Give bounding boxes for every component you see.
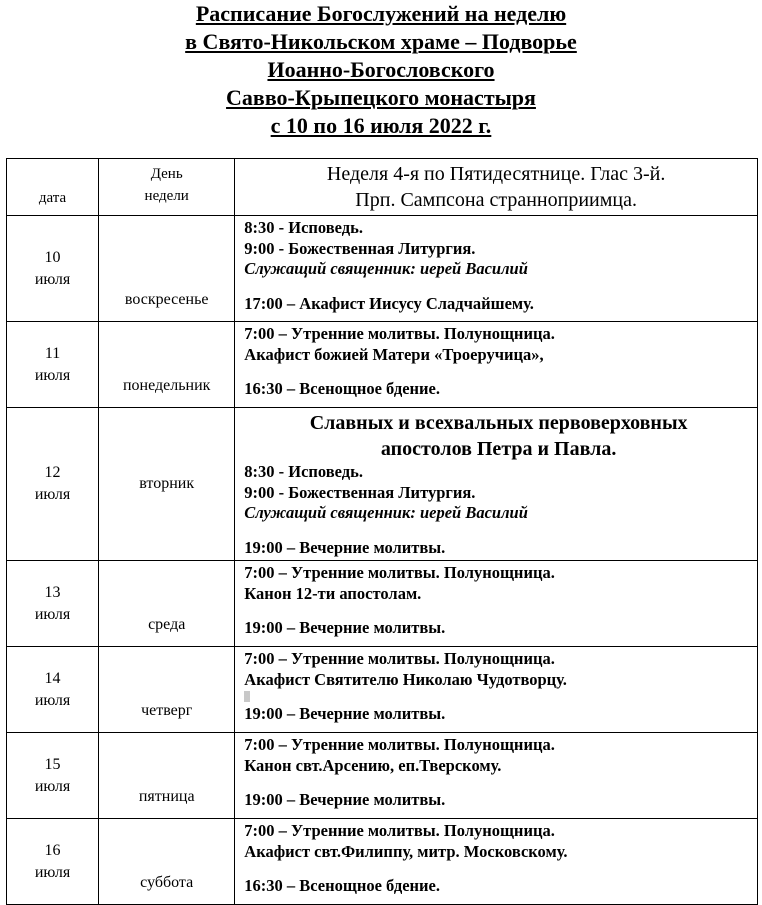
service-line: Акафист божией Матери «Троеручица», bbox=[244, 344, 544, 364]
date-month: июля bbox=[34, 691, 71, 709]
feast-line: Славных и всехвальных первоверховных bbox=[309, 412, 688, 434]
date-month: июля bbox=[34, 270, 71, 288]
spacer bbox=[244, 365, 753, 379]
weekday-cell: пятница bbox=[99, 733, 235, 819]
date-month: июля bbox=[34, 777, 71, 795]
service-line: Акафист Святителю Николаю Чудотворцу. bbox=[244, 669, 567, 689]
date-day: 14 bbox=[44, 669, 61, 687]
service-line: 16:30 – Всенощное бдение. bbox=[244, 379, 440, 398]
title-line: Иоанно-Богословского bbox=[267, 57, 495, 82]
spacer bbox=[244, 524, 753, 538]
date-day: 15 bbox=[44, 755, 61, 773]
weekday-cell: вторник bbox=[99, 408, 235, 561]
service-line: 19:00 – Вечерние молитвы. bbox=[244, 704, 446, 723]
service-line: 7:00 – Утренние молитвы. Полунощница. bbox=[244, 324, 555, 343]
title-line: Расписание Богослужений на неделю bbox=[195, 1, 567, 26]
date-month: июля bbox=[34, 863, 71, 881]
table-row bbox=[7, 216, 758, 322]
header-weekday-line: недели bbox=[144, 188, 189, 204]
date-month: июля bbox=[34, 366, 71, 384]
date-day: 11 bbox=[44, 344, 61, 362]
service-line: 7:00 – Утренние молитвы. Полунощница. bbox=[244, 821, 555, 840]
weekday-cell: воскресенье bbox=[99, 216, 235, 322]
table-row bbox=[7, 408, 758, 561]
date-cell bbox=[7, 561, 99, 647]
service-line: Канон 12-ти апостолам. bbox=[244, 583, 422, 603]
header-date: дата bbox=[7, 159, 99, 216]
services-cell bbox=[235, 408, 758, 561]
service-line: 7:00 – Утренние молитвы. Полунощница. bbox=[244, 649, 555, 668]
header-weekday-line: День bbox=[150, 166, 183, 182]
header-feast-line: Прп. Сампсона странноприимца. bbox=[355, 189, 637, 211]
date-cell bbox=[7, 647, 99, 733]
table-row bbox=[7, 733, 758, 819]
date-day: 13 bbox=[44, 583, 61, 601]
date-cell bbox=[7, 322, 99, 408]
date-month: июля bbox=[34, 605, 71, 623]
date-day: 12 bbox=[44, 464, 61, 481]
document-title bbox=[0, 0, 762, 140]
spacer bbox=[244, 776, 753, 790]
schedule-table bbox=[6, 158, 758, 905]
weekday-cell: среда bbox=[99, 561, 235, 647]
service-line: 7:00 – Утренние молитвы. Полунощница. bbox=[244, 735, 555, 754]
service-line: Акафист свт.Филиппу, митр. Московскому. bbox=[244, 841, 568, 861]
service-line: 19:00 – Вечерние молитвы. bbox=[244, 537, 446, 557]
services-cell bbox=[235, 322, 758, 408]
title-line: в Свято-Никольском храме – Подворье bbox=[185, 29, 577, 54]
service-line: 16:30 – Всенощное бдение. bbox=[244, 876, 440, 895]
service-line: Канон свт.Арсению, еп.Тверскому. bbox=[244, 755, 502, 775]
date-cell bbox=[7, 733, 99, 819]
service-line: 8:30 - Исповедь. bbox=[244, 218, 363, 237]
title-line: с 10 по 16 июля 2022 г. bbox=[270, 113, 492, 138]
table-row bbox=[7, 561, 758, 647]
service-line: 7:00 – Утренние молитвы. Полунощница. bbox=[244, 563, 555, 582]
spacer bbox=[244, 862, 753, 876]
date-day: 16 bbox=[44, 841, 61, 859]
date-cell bbox=[7, 819, 99, 905]
date-month: июля bbox=[34, 486, 71, 503]
header-weekday bbox=[99, 159, 235, 216]
weekday-cell: четверг bbox=[99, 647, 235, 733]
spacer bbox=[244, 280, 753, 294]
service-line: 19:00 – Вечерние молитвы. bbox=[244, 618, 446, 637]
service-line: 9:00 - Божественная Литургия. bbox=[244, 482, 476, 502]
services-cell bbox=[235, 561, 758, 647]
service-line: Служащий священник: иерей Василий bbox=[244, 503, 528, 522]
header-feast-line: Неделя 4-я по Пятидесятнице. Глас 3-й. bbox=[326, 163, 666, 185]
table-row bbox=[7, 647, 758, 733]
date-day: 10 bbox=[44, 248, 61, 266]
service-line: 17:00 – Акафист Иисусу Сладчайшему. bbox=[244, 293, 534, 313]
service-line: 9:00 - Божественная Литургия. bbox=[244, 238, 476, 258]
table-header-row bbox=[7, 159, 758, 216]
header-feast bbox=[235, 159, 758, 216]
weekday-cell: суббота bbox=[99, 819, 235, 905]
service-line: 19:00 – Вечерние молитвы. bbox=[244, 790, 446, 809]
feast-line: апостолов Петра и Павла. bbox=[380, 438, 617, 460]
services-cell bbox=[235, 216, 758, 322]
table-row bbox=[7, 819, 758, 905]
title-line: Савво-Крыпецкого монастыря bbox=[226, 85, 536, 110]
weekday-cell: понедельник bbox=[99, 322, 235, 408]
service-line: Служащий священник: иерей Василий bbox=[244, 259, 528, 278]
date-cell bbox=[7, 216, 99, 322]
services-cell bbox=[235, 647, 758, 733]
date-cell bbox=[7, 408, 99, 561]
spacer bbox=[244, 604, 753, 618]
services-cell bbox=[235, 819, 758, 905]
service-line: 8:30 - Исповедь. bbox=[244, 462, 363, 481]
services-cell bbox=[235, 733, 758, 819]
spacer bbox=[244, 690, 753, 704]
table-row bbox=[7, 322, 758, 408]
